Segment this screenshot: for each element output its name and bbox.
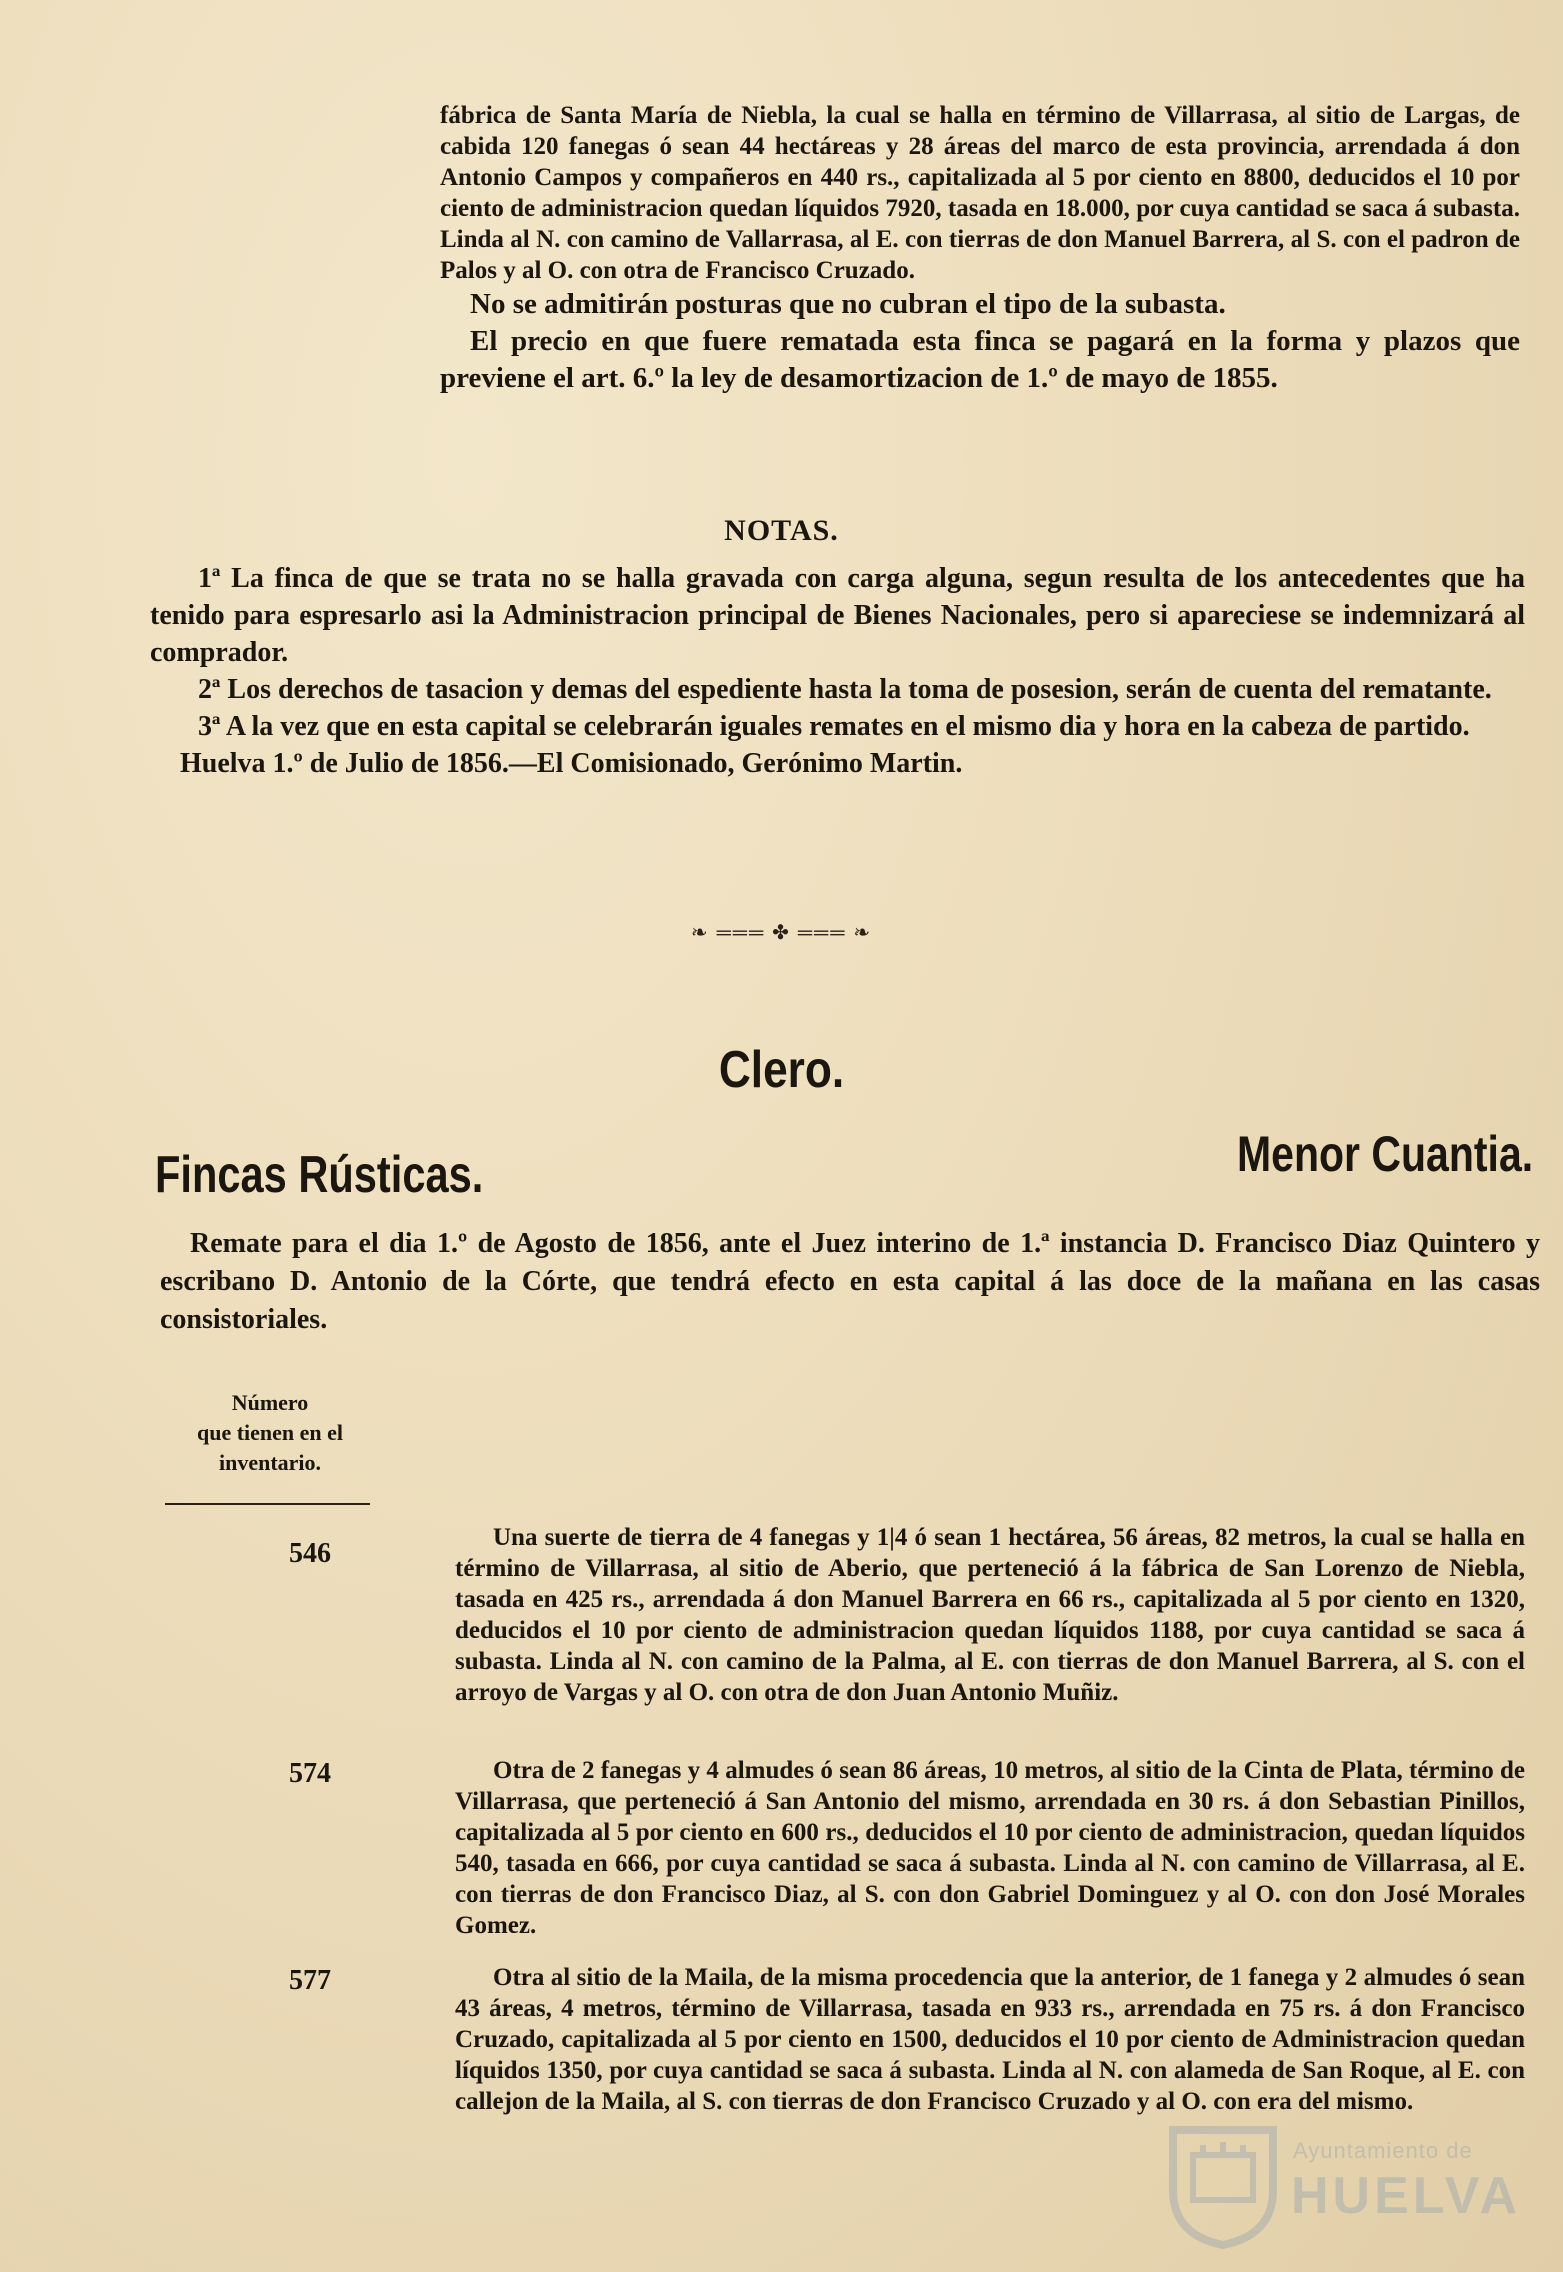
nota-2: 2ª Los derechos de tasacion y demas del espediente hasta la toma de posesion, serán de cuenta del rematante. bbox=[198, 674, 1492, 705]
top-section bbox=[440, 100, 1520, 397]
watermark-line-2: HUELVA bbox=[1291, 2167, 1522, 2225]
fincas-rusticas-heading: Fincas Rústicas. bbox=[155, 1146, 484, 1204]
entry-574 bbox=[455, 1755, 1525, 1941]
entry-text: Otra de 2 fanegas y 4 almudes ó sean 86 áreas, 10 metros, al sitio de la Cinta de Plata, término de Villarrasa, que perteneció á San Antonio del mismo, arrendada en 30 rs. á don Sebastian Pinillos, capitalizada al 5 por ciento en 600 rs., deducidos el 10 por ciento de administracion, quedan líquidos 540, tasada en 666, por cuya cantidad se saca á subasta. Linda al N. con camino de Villarrasa, al E. con tierras de don Francisco Diaz, al S. con don Gabriel Dominguez y al O. con don José Morales Gomez. bbox=[455, 1757, 1525, 1939]
inventory-header-line-2: que tienen en el bbox=[196, 1420, 344, 1445]
clero-heading: Clero. bbox=[718, 1041, 845, 1099]
ayuntamiento-watermark bbox=[1163, 2110, 1523, 2250]
header-rule bbox=[165, 1503, 370, 1505]
menor-cuantia-heading: Menor Cuantia. bbox=[1236, 1126, 1533, 1182]
inventory-header-line-1: Número bbox=[231, 1390, 309, 1415]
top-paragraph-1: fábrica de Santa María de Niebla, la cual se halla en término de Villarrasa, al sitio de Largas, de cabida 120 fanegas ó sean 44 hectáreas y 28 áreas del marco de esta provincia, arrendada á don Antonio Campos y compañeros en 440 rs., capitalizada al 5 por ciento en 8800, deducidos el 10 por ciento de administracion quedan líquidos 7920, tasada en 18.000, por cuya cantidad se saca á subasta. Linda al N. con camino de Vallarrasa, al E. con tierras de don Manuel Barrera, al S. con el padron de Palos y al O. con otra de Francisco Cruzado. bbox=[440, 102, 1520, 284]
notas-section bbox=[150, 560, 1525, 782]
shield-icon bbox=[1163, 2120, 1283, 2250]
notas-title: NOTAS. bbox=[724, 514, 839, 547]
inventory-number: 574 bbox=[289, 1758, 331, 1789]
entry-577 bbox=[455, 1962, 1525, 2117]
watermark-line-1: Ayuntamiento de bbox=[1293, 2138, 1473, 2163]
inventory-header-line-3: inventario. bbox=[218, 1450, 322, 1475]
nota-3: 3ª A la vez que en esta capital se celebrarán iguales remates en el mismo dia y hora en la cabeza de partido. bbox=[198, 711, 1470, 742]
inventory-number: 546 bbox=[289, 1538, 331, 1569]
ornament-divider: ❧ ═══ ✤ ═══ ❧ bbox=[690, 922, 873, 944]
entry-text: Otra al sitio de la Maila, de la misma procedencia que la anterior, de 1 fanega y 2 almudes ó sean 43 áreas, 4 metros, término de Villarrasa, tasada en 933 rs., arrendada en 75 rs. á don Francisco Cruzado, capitalizada al 5 por ciento en 1500, deducidos el 10 por ciento de Administracion quedan líquidos 1350, por cuya cantidad se saca á subasta. Linda al N. con alameda de San Roque, al E. con callejon de la Maila, al S. con tierras de don Francisco Cruzado y al O. con era del mismo. bbox=[455, 1964, 1525, 2115]
inventory-number-header bbox=[160, 1388, 380, 1478]
inventory-number: 577 bbox=[289, 1965, 331, 1996]
nota-1: 1ª La finca de que se trata no se halla gravada con carga alguna, segun resulta de los antecedentes que ha tenido para espresarlo asi la Administracion principal de Bienes Nacionales, pero si apareciese se indemnizará al comprador. bbox=[150, 563, 1525, 668]
notas-signature: Huelva 1.º de Julio de 1856.—El Comisionado, Gerónimo Martin. bbox=[180, 748, 963, 779]
entry-text: Una suerte de tierra de 4 fanegas y 1|4 ó sean 1 hectárea, 56 áreas, 82 metros, la cual se halla en término de Villarrasa, al sitio de Aberio, que perteneció á la fábrica de San Lorenzo de Niebla, tasada en 425 rs., arrendada á don Manuel Barrera en 66 rs., capitalizada al 5 por ciento en 1320, deducidos el 10 por ciento de administracion quedan líquidos 1188, por cuya cantidad se saca á subasta. Linda al N. con camino de la Palma, al E. con tierras de don Manuel Barrera, al S. con el arroyo de Vargas y al O. con otra de don Juan Antonio Muñiz. bbox=[455, 1524, 1525, 1706]
remate-paragraph: Remate para el dia 1.º de Agosto de 1856, ante el Juez interino de 1.ª instancia D. Francisco Diaz Quintero y escribano D. Antonio de la Córte, que tendrá efecto en esta capital á las doce de la mañana en las casas consistoriales. bbox=[160, 1228, 1540, 1335]
entry-546 bbox=[455, 1522, 1525, 1708]
top-paragraph-3: El precio en que fuere rematada esta finca se pagará en la forma y plazos que previene el art. 6.º la ley de desamortizacion de 1.º de mayo de 1855. bbox=[440, 325, 1520, 394]
top-paragraph-2: No se admitirán posturas que no cubran el tipo de la subasta. bbox=[470, 288, 1226, 320]
